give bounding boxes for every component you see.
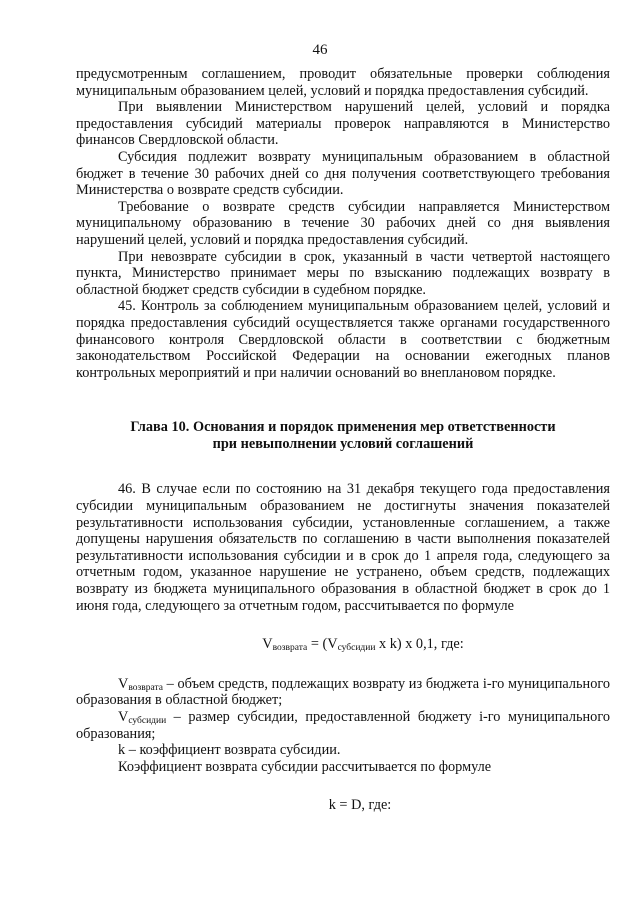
return-volume-formula: $V_{возврата} = (V_{субсидии}$ x k) x 0,1, где:: [262, 636, 464, 654]
paragraph-item-45: 45. Контроль за соблюдением муниципальным образованием целей, условий и порядка предоставления субсидий осуществляется также органами государственного финансового контроля Свердловской области в соответствии с бюджетным законодательством Российской Федерации на основании ежегодных планов контрольных мероприятий и при наличии оснований во внеплановом порядке.: [76, 298, 610, 381]
definition-v-return: $V_{возврата}$ – объем средств, подлежащих возврату из бюджета i-го муниципального образования в областной бюджет;: [76, 675, 610, 709]
paragraph: При выявлении Министерством нарушений целей, условий и порядка предоставления субсидий материалы проверок направляются в Министерство финансов Свердловской области.: [76, 99, 610, 149]
coefficient-formula: k = D, где:: [328, 797, 392, 814]
paragraph: Коэффициент возврата субсидии рассчитывается по формуле: [118, 758, 492, 775]
definition-k: k – коэффициент возврата субсидии.: [118, 742, 341, 759]
page-number: 46: [312, 42, 328, 58]
chapter-heading: [76, 419, 610, 452]
paragraph: Субсидия подлежит возврату муниципальным образованием в областной бюджет в течение 30 рабочих дней со дня получения соответствующего требования Министерства о возврате средств субсидии.: [76, 148, 610, 199]
chapter-heading-line1: Глава 10. Основания и порядок применения мер ответственности: [130, 419, 556, 436]
paragraph: При невозврате субсидии в срок, указанный в части четвертой настоящего пункта, Министерство принимает меры по взысканию подлежащих возврату в областной бюджет средств субсидии в судебном порядке.: [76, 248, 610, 298]
document-body: [76, 66, 610, 814]
paragraph-item-46: 46. В случае если по состоянию на 31 декабря текущего года предоставления субсидии муниципальным образованием не достигнуты значения показателей результативности использования субсидии, установленные соглашением, а также допущены нарушения обязательств по соглашению в части выполнения показателей результативности использования субсидии и в срок до 1 апреля года, следующего за отчетным годом, указанное нарушение не устранено, объем средств, подлежащих возврату из бюджета муниципального образования в областной бюджет в срок до 1 июня года, следующего за отчетным годом, рассчитывается по формуле: [76, 481, 610, 614]
chapter-heading-line2: при невыполнении условий соглашений: [212, 435, 474, 452]
paragraph: Требование о возврате средств субсидии направляется Министерством муниципальному образованию в течение 30 рабочих дней со дня выявления нарушений целей, условий и порядка предоставления субсидий.: [76, 198, 610, 248]
paragraph: предусмотренным соглашением, проводит обязательные проверки соблюдения муниципальным образованием целей, условий и порядка предоставления субсидий.: [76, 66, 610, 99]
definition-v-subsidy: $V_{субсидии}$ – размер субсидии, предоставленной бюджету i-го муниципального образования;: [76, 709, 610, 742]
